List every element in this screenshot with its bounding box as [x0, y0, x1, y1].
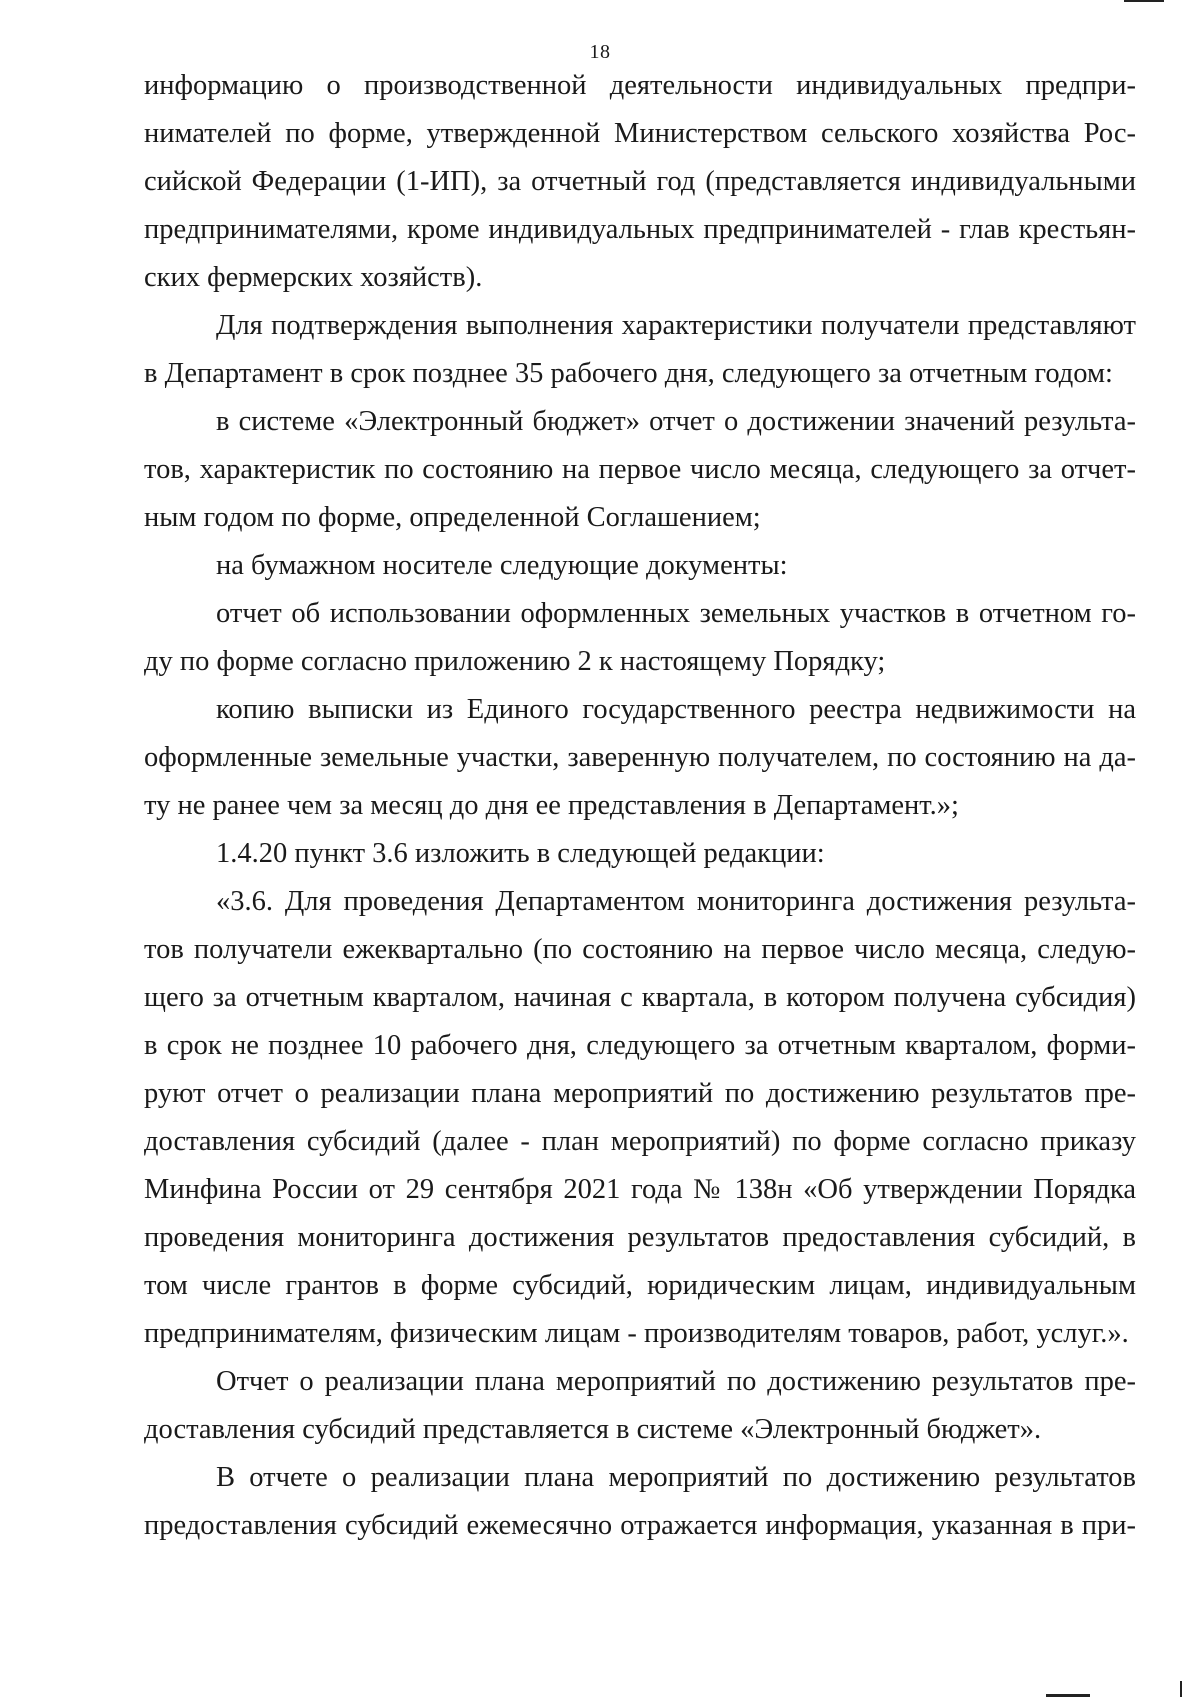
text-line: тов получатели ежеквартально (по состоянию на первое число месяца, следую-	[144, 934, 1136, 965]
text-line: ным годом по форме, определенной Соглашением;	[144, 502, 761, 533]
paragraph-continuation	[144, 62, 1136, 302]
text-line: доставления субсидий (далее - план мероприятий) по форме согласно приказу	[144, 1126, 1136, 1157]
text-line: предпринимателями, кроме индивидуальных предпринимателей - глав крестьян-	[144, 214, 1136, 245]
text-line: щего за отчетным кварталом, начиная с квартала, в котором получена субсидия)	[144, 982, 1136, 1013]
paragraph-paper-documents	[144, 542, 1136, 590]
text-line: сийской Федерации (1-ИП), за отчетный год (представляется индивидуальными	[144, 166, 1136, 197]
text-line: информацию о производственной деятельности индивидуальных предпри-	[144, 70, 1136, 101]
scan-mark-bottom-edge	[1180, 1681, 1182, 1697]
text-line: копию выписки из Единого государственного реестра недвижимости на	[216, 694, 1136, 725]
text-line: тов, характеристик по состоянию на первое число месяца, следующего за отчет-	[144, 454, 1136, 485]
text-line: в Департамент в срок позднее 35 рабочего дня, следующего за отчетным годом:	[144, 358, 1113, 389]
text-line: предпринимателям, физическим лицам - производителям товаров, работ, услуг.».	[144, 1318, 1129, 1349]
text-line: проведения мониторинга достижения результатов предоставления субсидий, в	[144, 1222, 1136, 1253]
text-line: доставления субсидий представляется в системе «Электронный бюджет».	[144, 1414, 1042, 1445]
paragraph-report-submission	[144, 1358, 1136, 1454]
paragraph-confirmation	[144, 302, 1136, 398]
text-line: отчет об использовании оформленных земельных участков в отчетном го-	[216, 598, 1136, 629]
paragraph-monthly-info	[144, 1454, 1136, 1550]
text-line: на бумажном носителе следующие документы:	[216, 550, 788, 581]
paragraph-registry-extract	[144, 686, 1136, 830]
text-line: ских фермерских хозяйств).	[144, 262, 483, 293]
document-body	[144, 62, 1136, 1550]
page-number: 18	[589, 41, 611, 63]
paragraph-electronic-budget	[144, 398, 1136, 542]
text-line: Для подтверждения выполнения характеристики получатели представляют	[216, 310, 1136, 341]
text-line: Отчет о реализации плана мероприятий по достижению результатов пре-	[216, 1366, 1136, 1397]
text-line: предоставления субсидий ежемесячно отражается информация, указанная в при-	[144, 1510, 1136, 1541]
text-line: том числе грантов в форме субсидий, юридическим лицам, индивидуальным	[144, 1270, 1136, 1301]
text-line: В отчете о реализации плана мероприятий по достижению результатов	[216, 1462, 1136, 1493]
text-line: 1.4.20 пункт 3.6 изложить в следующей редакции:	[216, 838, 825, 869]
text-line: ту не ранее чем за месяц до дня ее представления в Департамент.»;	[144, 790, 959, 821]
paragraph-land-report	[144, 590, 1136, 686]
text-line: «3.6. Для проведения Департаментом мониторинга достижения результа-	[216, 886, 1136, 917]
text-line: Минфина России от 29 сентября 2021 года № 138н «Об утверждении Порядка	[144, 1174, 1136, 1205]
text-line: ду по форме согласно приложению 2 к настоящему Порядку;	[144, 646, 886, 677]
scan-mark-top-right	[1124, 0, 1164, 2]
paragraph-clause-3-6	[144, 878, 1136, 1358]
text-line: в срок не позднее 10 рабочего дня, следующего за отчетным кварталом, форми-	[144, 1030, 1136, 1061]
text-line: нимателей по форме, утвержденной Министерством сельского хозяйства Рос-	[144, 118, 1136, 149]
paragraph-clause-1-4-20	[144, 830, 1136, 878]
text-line: в системе «Электронный бюджет» отчет о достижении значений результа-	[216, 406, 1136, 437]
text-line: оформленные земельные участки, заверенную получателем, по состоянию на да-	[144, 742, 1136, 773]
text-line: руют отчет о реализации плана мероприятий по достижению результатов пре-	[144, 1078, 1136, 1109]
